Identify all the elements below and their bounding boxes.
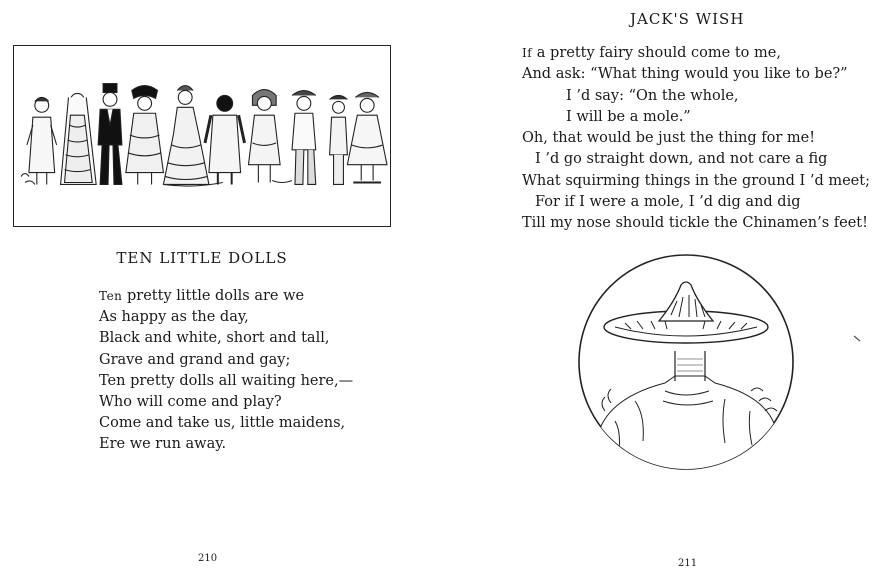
page-number: 211: [678, 558, 698, 569]
poem-line: And ask: “What thing would you like to be?”: [522, 66, 848, 83]
man-in-hat-icon: [575, 251, 797, 473]
poem-line: As happy as the day,: [99, 309, 249, 326]
poem-line: Who will come and play?: [99, 394, 282, 411]
chinaman-illustration: [575, 251, 797, 473]
poem-line: Till my nose should tickle the Chinamen’s feet!: [522, 215, 868, 232]
poem-line: Black and white, short and tall,: [99, 330, 330, 347]
poem-line: I ’d say: “On the whole,: [566, 87, 739, 104]
poem-line: I will be a mole.”: [566, 108, 691, 125]
poem-line: Grave and grand and gay;: [99, 351, 291, 368]
poem-line: For if I were a mole, I ’d dig and dig: [535, 194, 801, 211]
poem-ten-little-dolls: [99, 286, 353, 456]
ink-speck-icon: [853, 335, 861, 343]
ten-dolls-icon: [14, 46, 390, 226]
poem-line: If a pretty fairy should come to me,: [522, 45, 781, 61]
poem-line: I ’d go straight down, and not care a fig: [535, 151, 828, 168]
dolls-illustration: [13, 45, 391, 227]
poem-jacks-wish: [522, 43, 870, 235]
page-title: TEN LITTLE DOLLS: [116, 249, 288, 267]
poem-line: Ten pretty little dolls are we: [99, 288, 305, 304]
right-page: [442, 0, 884, 575]
poem-line: What squirming things in the ground I ’d meet;: [522, 172, 870, 189]
poem-line: Ten pretty dolls all waiting here,—: [99, 372, 354, 389]
poem-line: Come and take us, little maidens,: [99, 415, 346, 432]
page-number: 210: [198, 553, 218, 564]
poem-line: Ere we run away.: [99, 436, 227, 453]
poem-line: Oh, that would be just the thing for me!: [522, 130, 816, 147]
page-title: JACK'S WISH: [630, 10, 745, 28]
